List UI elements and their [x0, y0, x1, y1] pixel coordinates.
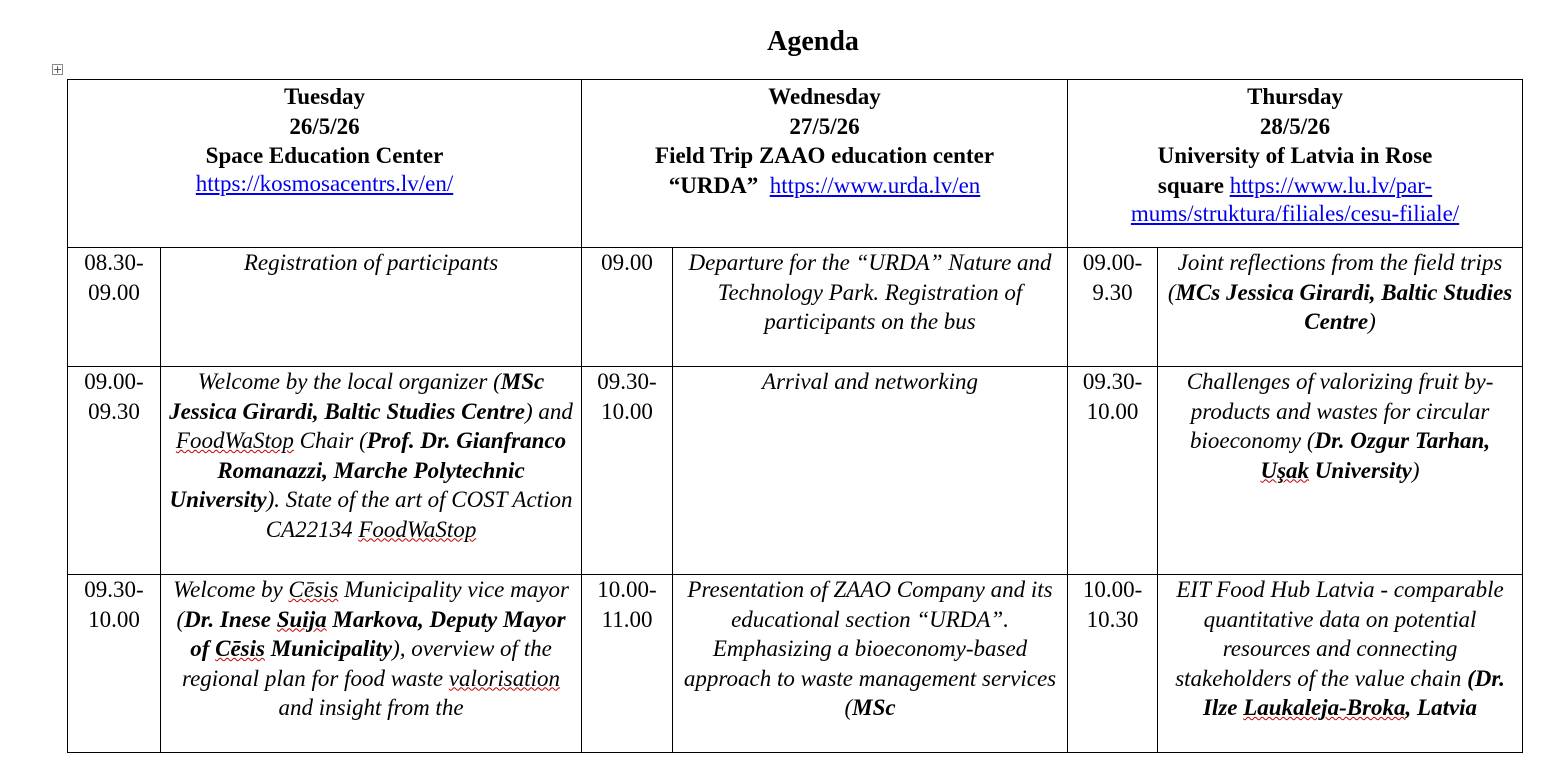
- wednesday-activity: Departure for the “URDA” Nature and Technology Park. Registration of participants on the bus: [673, 248, 1068, 367]
- day-date: 27/5/26: [789, 113, 860, 139]
- day-venue: Space Education Center: [205, 143, 444, 168]
- venue-link[interactable]: https://www.urda.lv/en: [769, 172, 981, 198]
- day-name: Wednesday: [768, 84, 881, 109]
- wednesday-time: 10.00-11.00: [582, 575, 673, 753]
- tuesday-time: 09.30-10.00: [68, 575, 161, 753]
- table-row: [68, 367, 1523, 575]
- day-header-tuesday: [68, 80, 582, 248]
- day-header-wednesday: [582, 80, 1068, 248]
- day-venue-cont: square: [1157, 172, 1224, 198]
- tuesday-time: 09.00-09.30: [68, 367, 161, 575]
- day-header-thursday: [1068, 80, 1523, 248]
- venue-link-cont[interactable]: mums/struktura/filiales/cesu-filiale/: [1130, 201, 1460, 226]
- table-row: [68, 248, 1523, 367]
- agenda-table: [67, 79, 1523, 753]
- table-row: [68, 575, 1523, 753]
- tuesday-activity: Registration of participants: [161, 248, 582, 367]
- tuesday-activity: Welcome by Cēsis Municipality vice mayor (Dr. Inese Suija Markova, Deputy Mayor of Cēsis Municipality), overview of the regional plan for food waste valorisation and insight from the: [161, 575, 582, 753]
- thursday-time: 09.00-9.30: [1068, 248, 1158, 367]
- tuesday-time: 08.30-09.00: [68, 248, 161, 367]
- thursday-time: 10.00-10.30: [1068, 575, 1158, 753]
- thursday-time: 09.30-10.00: [1068, 367, 1158, 575]
- day-venue: University of Latvia in Rose: [1157, 143, 1433, 168]
- tuesday-activity: Welcome by the local organizer (MSc Jessica Girardi, Baltic Studies Centre) and FoodWaStop Chair (Prof. Dr. Gianfranco Romanazzi, Marche Polytechnic University). State of the art of COST Action CA22134 FoodWaStop: [161, 367, 582, 575]
- day-date: 28/5/26: [1259, 113, 1331, 139]
- venue-link[interactable]: https://www.lu.lv/par-: [1229, 172, 1433, 198]
- thursday-activity: Joint reflections from the field trips (MCs Jessica Girardi, Baltic Studies Centre): [1158, 248, 1523, 367]
- day-venue: Field Trip ZAAO education center: [655, 143, 995, 168]
- table-header-row: [68, 80, 1523, 248]
- thursday-activity: EIT Food Hub Latvia - comparable quantitative data on potential resources and connecting stakeholders of the value chain (Dr. Ilze Laukaleja-Broka, Latvia: [1158, 575, 1523, 753]
- thursday-activity: Challenges of valorizing fruit by-products and wastes for circular bioeconomy (Dr. Ozgur Tarhan, Uşak University): [1158, 367, 1523, 575]
- table-move-handle-icon[interactable]: +: [53, 63, 63, 76]
- venue-link[interactable]: https://kosmosacentrs.lv/en/: [195, 170, 454, 196]
- wednesday-activity: Presentation of ZAAO Company and its educational section “URDA”. Emphasizing a bioeconomy-based approach to waste management services (MSc: [673, 575, 1068, 753]
- day-name: Tuesday: [284, 84, 365, 109]
- day-venue-cont: “URDA”: [668, 172, 759, 198]
- day-date: 26/5/26: [289, 113, 360, 139]
- page-title: Agenda: [767, 26, 859, 57]
- wednesday-time: 09.30-10.00: [582, 367, 673, 575]
- day-name: Thursday: [1247, 84, 1343, 109]
- wednesday-activity: Arrival and networking: [673, 367, 1068, 575]
- wednesday-time: 09.00: [582, 248, 673, 367]
